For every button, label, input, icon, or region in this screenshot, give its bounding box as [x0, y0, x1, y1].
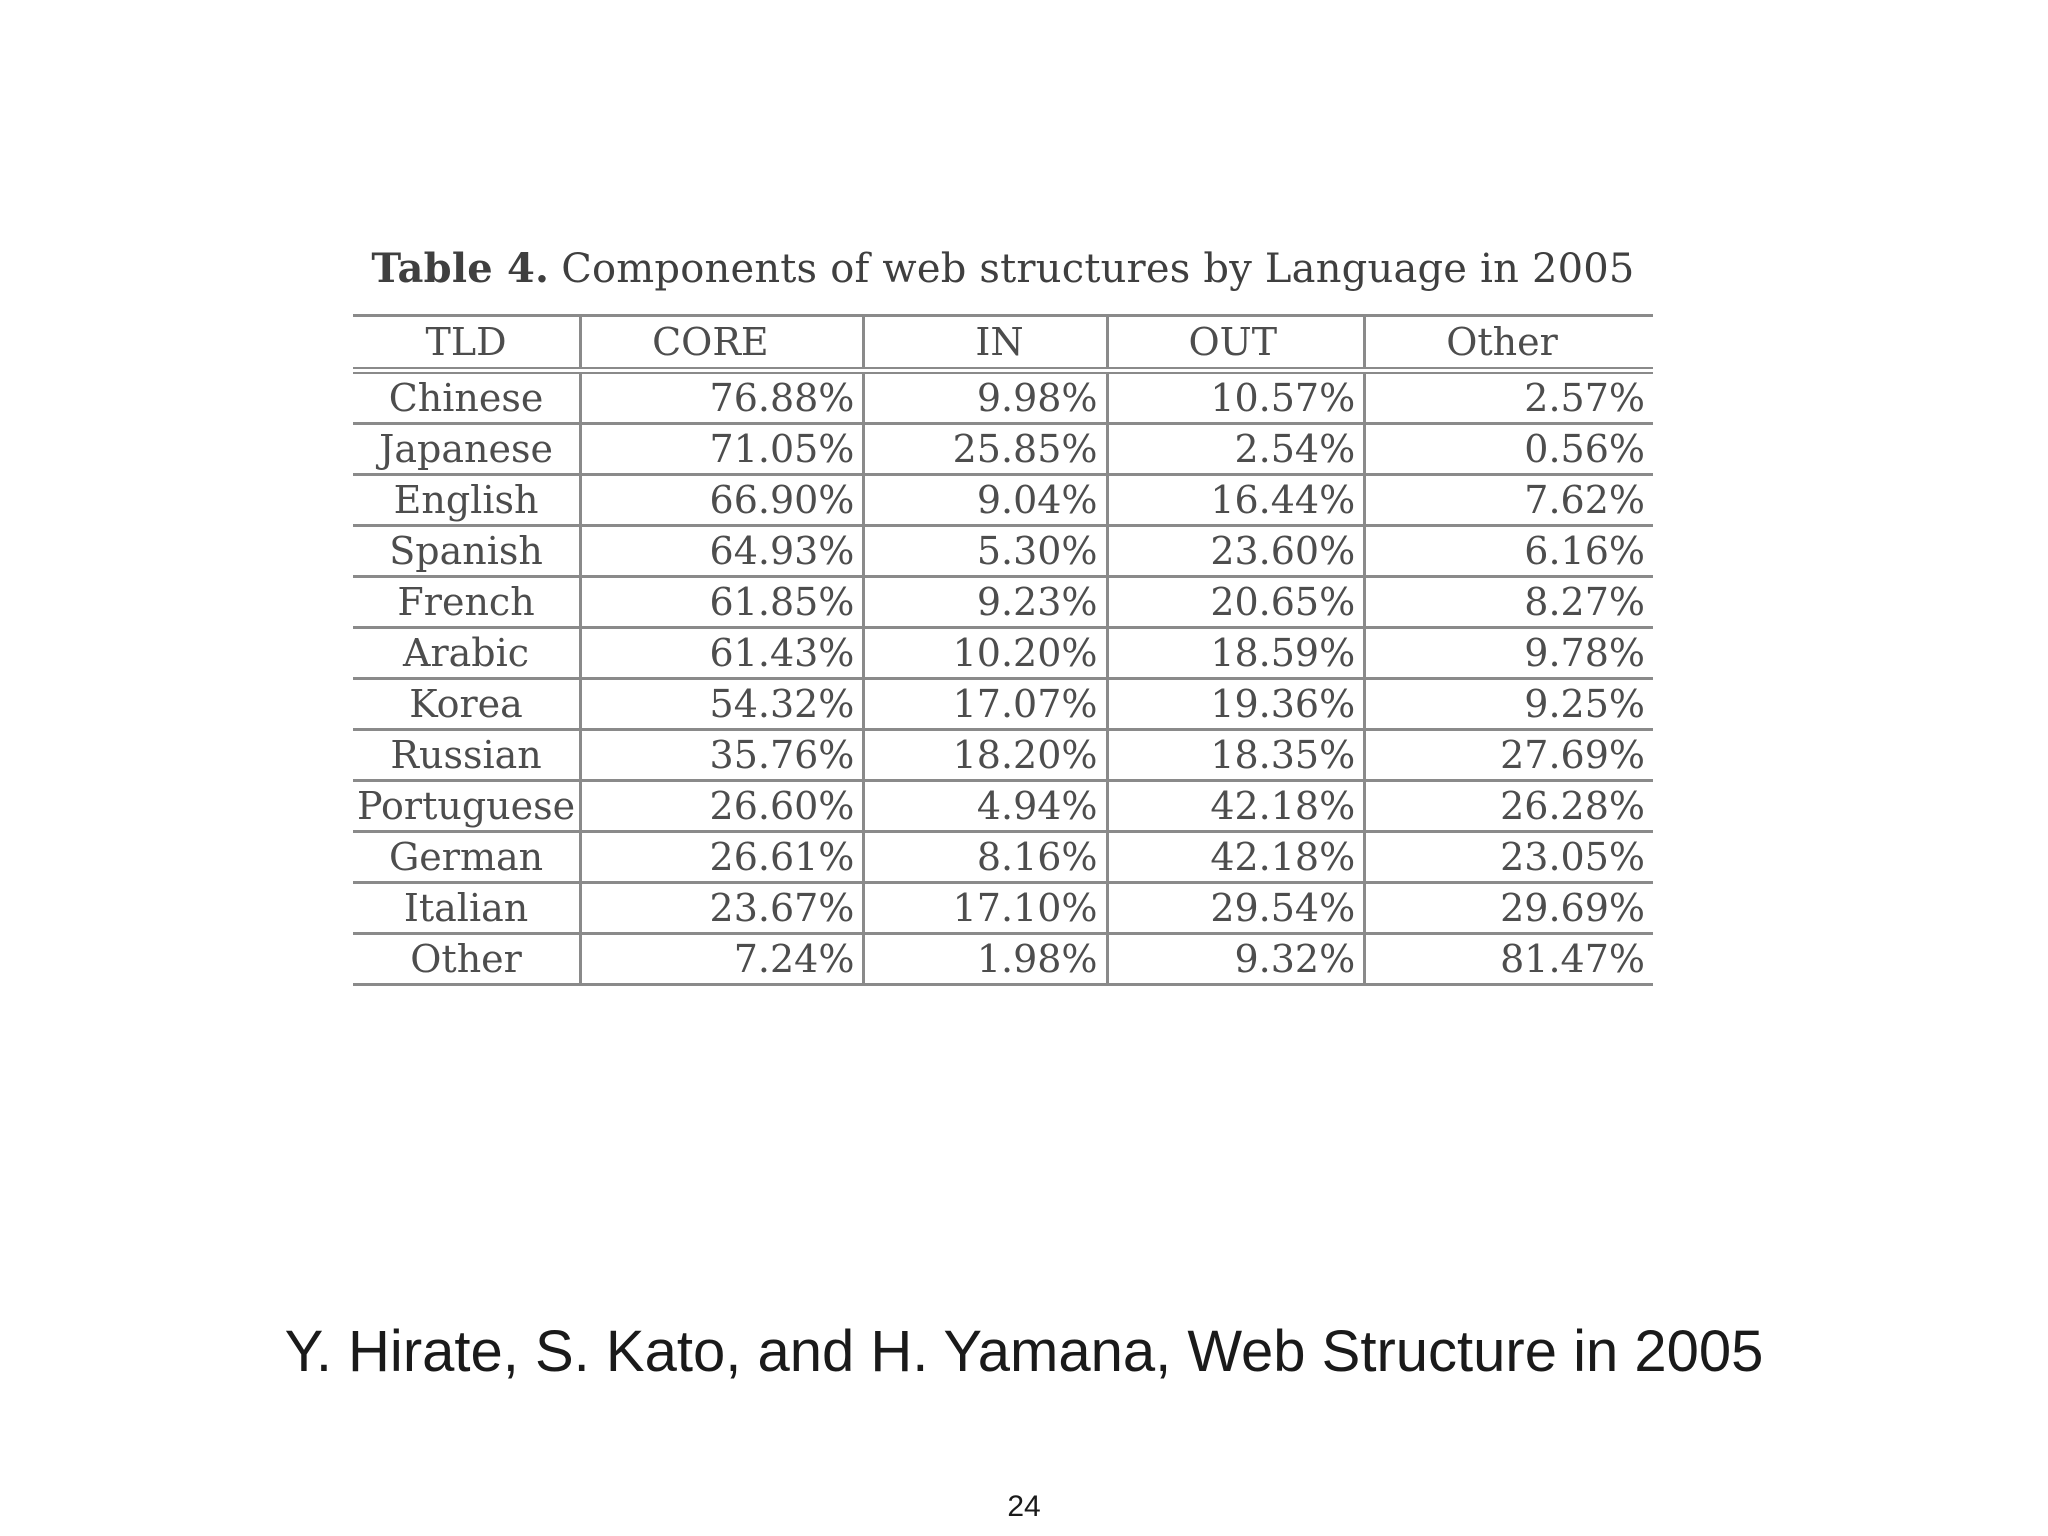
table-row [353, 934, 1653, 985]
other-cell: 26.28% [1365, 781, 1653, 832]
language-cell: Other [353, 934, 581, 985]
column-header-in: IN [864, 316, 1107, 371]
other-cell: 27.69% [1365, 730, 1653, 781]
other-cell: 81.47% [1365, 934, 1653, 985]
table-header-row [353, 316, 1653, 371]
column-header-other: Other [1365, 316, 1653, 371]
in-cell: 10.20% [864, 628, 1107, 679]
out-cell: 2.54% [1107, 424, 1365, 475]
out-cell: 19.36% [1107, 679, 1365, 730]
table-row [353, 475, 1653, 526]
out-cell: 9.32% [1107, 934, 1365, 985]
table-caption-text: Components of web structures by Language in 2005 [561, 246, 1635, 292]
table-row [353, 832, 1653, 883]
table-body [353, 371, 1653, 985]
other-cell: 0.56% [1365, 424, 1653, 475]
page-number: 24 [1007, 1490, 1041, 1523]
core-cell: 26.61% [581, 832, 864, 883]
table-header [353, 316, 1653, 371]
in-cell: 5.30% [864, 526, 1107, 577]
column-header-core: CORE [581, 316, 864, 371]
out-cell: 16.44% [1107, 475, 1365, 526]
out-cell: 42.18% [1107, 781, 1365, 832]
core-cell: 23.67% [581, 883, 864, 934]
out-cell: 18.35% [1107, 730, 1365, 781]
language-cell: Japanese [353, 424, 581, 475]
out-cell: 20.65% [1107, 577, 1365, 628]
table-row [353, 577, 1653, 628]
table-caption-label: Table 4. [371, 245, 550, 292]
language-cell: Chinese [353, 371, 581, 424]
in-cell: 9.98% [864, 371, 1107, 424]
in-cell: 9.04% [864, 475, 1107, 526]
language-cell: German [353, 832, 581, 883]
out-cell: 18.59% [1107, 628, 1365, 679]
other-cell: 9.78% [1365, 628, 1653, 679]
out-cell: 29.54% [1107, 883, 1365, 934]
table-row [353, 730, 1653, 781]
in-cell: 9.23% [864, 577, 1107, 628]
other-cell: 6.16% [1365, 526, 1653, 577]
out-cell: 23.60% [1107, 526, 1365, 577]
core-cell: 71.05% [581, 424, 864, 475]
table-row [353, 526, 1653, 577]
in-cell: 17.07% [864, 679, 1107, 730]
in-cell: 8.16% [864, 832, 1107, 883]
language-cell: Arabic [353, 628, 581, 679]
other-cell: 29.69% [1365, 883, 1653, 934]
core-cell: 66.90% [581, 475, 864, 526]
core-cell: 61.43% [581, 628, 864, 679]
citation: Y. Hirate, S. Kato, and H. Yamana, Web Structure in 2005 [284, 1319, 1764, 1384]
column-header-tld: TLD [353, 316, 581, 371]
out-cell: 42.18% [1107, 832, 1365, 883]
other-cell: 23.05% [1365, 832, 1653, 883]
in-cell: 4.94% [864, 781, 1107, 832]
in-cell: 17.10% [864, 883, 1107, 934]
other-cell: 9.25% [1365, 679, 1653, 730]
core-cell: 54.32% [581, 679, 864, 730]
language-cell: English [353, 475, 581, 526]
table-row [353, 883, 1653, 934]
language-cell: Italian [353, 883, 581, 934]
table-figure [353, 245, 1653, 986]
language-cell: French [353, 577, 581, 628]
other-cell: 7.62% [1365, 475, 1653, 526]
table-row [353, 424, 1653, 475]
other-cell: 2.57% [1365, 371, 1653, 424]
table-caption [353, 245, 1653, 292]
table-row [353, 781, 1653, 832]
language-cell: Korea [353, 679, 581, 730]
out-cell: 10.57% [1107, 371, 1365, 424]
core-cell: 26.60% [581, 781, 864, 832]
table-row [353, 679, 1653, 730]
column-header-out: OUT [1107, 316, 1365, 371]
other-cell: 8.27% [1365, 577, 1653, 628]
in-cell: 25.85% [864, 424, 1107, 475]
core-cell: 61.85% [581, 577, 864, 628]
core-cell: 64.93% [581, 526, 864, 577]
language-cell: Russian [353, 730, 581, 781]
core-cell: 35.76% [581, 730, 864, 781]
language-cell: Portuguese [353, 781, 581, 832]
in-cell: 1.98% [864, 934, 1107, 985]
core-cell: 7.24% [581, 934, 864, 985]
table-row [353, 628, 1653, 679]
core-cell: 76.88% [581, 371, 864, 424]
language-cell: Spanish [353, 526, 581, 577]
in-cell: 18.20% [864, 730, 1107, 781]
language-components-table [353, 314, 1653, 986]
table-row [353, 371, 1653, 424]
